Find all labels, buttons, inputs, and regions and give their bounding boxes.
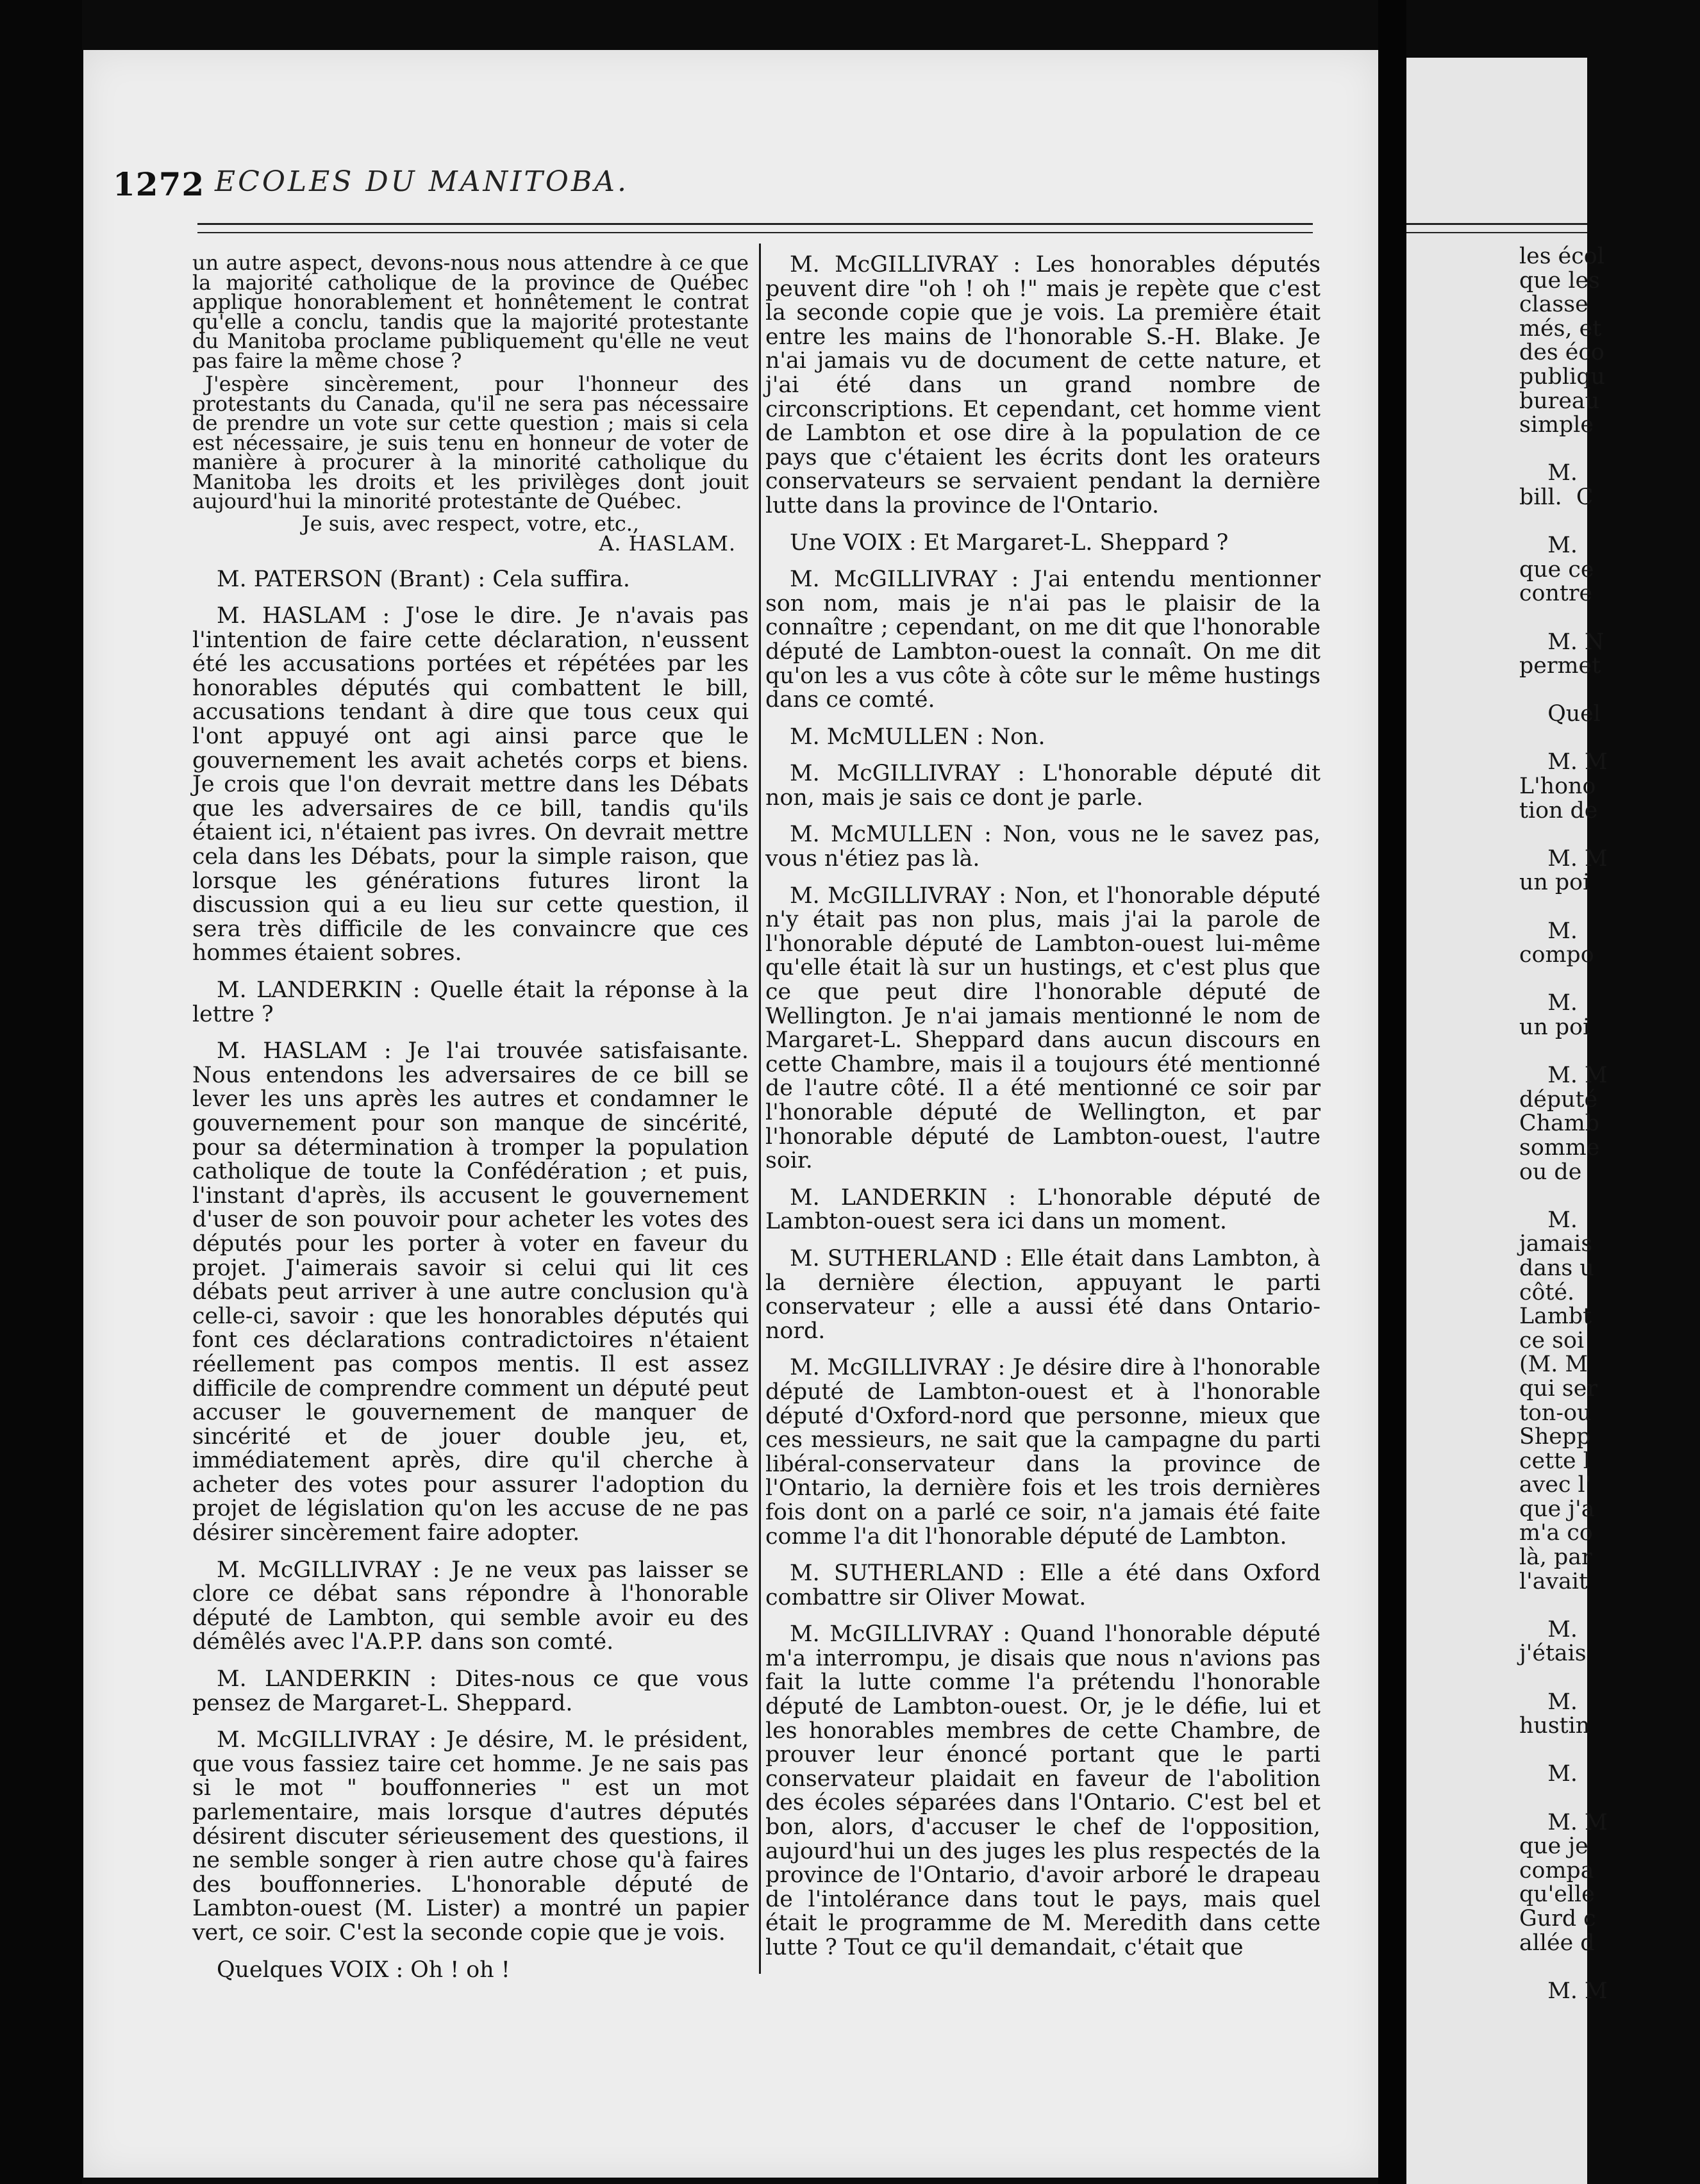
running-title: ECOLES DU MANITOBA.: [215, 165, 629, 198]
paragraph: Une VOIX : Et Margaret-L. Sheppard ?: [790, 529, 1229, 556]
right-column: [765, 253, 1321, 1973]
paragraph: Quelques VOIX : Oh ! oh !: [217, 1956, 510, 1983]
paragraph: M. SUTHERLAND : Elle était dans Lambton, à la dernière élection, appuyant le parti conservateur ; elle a aussi été dans Ontario-nord.: [765, 1245, 1321, 1344]
paragraph: un autre aspect, devons-nous nous attendre à ce que la majorité catholique de la province de Québec applique honorablement et honnêtement le contrat qu'elle a conclu, tandis que la majorité protestante du Manitoba proclame publiquement qu'elle ne veut pas faire la même chose ?: [192, 251, 749, 373]
paragraph: M. McGILLIVRAY : Quand l'honorable député m'a interrompu, je disais que nous n'avions pas fait la lutte comme l'a prétendu l'honorable député de Lambton-ouest. Or, je le défie, lui et les honorables membres de cette Chambre, de prouver leur énoncé portant que le parti conservateur plaidait en faveur de l'abolition des écoles séparées dans l'Ontario. C'est bel et bon, alors, d'accuser le chef de l'opposition, aujourd'hui un des juges les plus respectés de la province de l'Ontario, d'avoir arboré le drapeau de l'intolérance dans tout le pays, mais quel était le programme de M. Meredith dans cette lutte ? Tout ce qu'il demandait, c'était que: [765, 1621, 1321, 1960]
header-rule: [197, 223, 1313, 225]
facing-header-rule-thin: [1406, 232, 1587, 233]
facing-page: [1406, 58, 1608, 2184]
paragraph: M. McGILLIVRAY : Je désire, M. le président, que vous fassiez taire cet homme. Je ne sais pas si le mot " bouffonneries " est un mot parlementaire, mais lorsque d'autres députés désirent discuter sérieusement des questions, il ne semble songer à rien autre chose qu'à faires des bouffonneries. L'honorable député de Lambton-ouest (M. Lister) a montré un papier vert, ce soir. C'est la seconde copie que je vois.: [192, 1727, 749, 1946]
paragraph: M. HASLAM : J'ose le dire. Je n'avais pas l'intention de faire cette déclaration, n'eussent été les accusations portées et répétées par les honorables députés qui combattent le bill, accusations tendant à dire que tous ceux qui l'ont appuyé ont agi ainsi parce que le gouvernement les avait achetés corps et biens. Je crois que l'on devrait mettre dans les Débats que les adversaires de ce bill, tandis qu'ils étaient ici, n'étaient pas ivres. On devrait mettre cela dans les Débats, pour la simple raison, que lorsque les générations futures liront la discussion qui a eu lieu sur cette question, il sera très difficile de les convaincre que ces hommes étaient sobres.: [192, 603, 749, 966]
facing-header-rule: [1406, 223, 1587, 225]
paragraph: M. LANDERKIN : Dites-nous ce que vous pensez de Margaret-L. Sheppard.: [192, 1666, 749, 1716]
page-number: 1272: [113, 165, 205, 203]
left-column: [192, 253, 749, 1995]
paragraph: M. LANDERKIN : L'honorable député de Lambton-ouest sera ici dans un moment.: [765, 1184, 1321, 1235]
book-spine-gutter: [1378, 0, 1406, 2184]
paragraph: M. McGILLIVRAY : Je désire dire à l'honorable député de Lambton-ouest et à l'honorable député d'Oxford-nord que personne, mieux que ces messieurs, ne sait que la campagne du parti libéral-conservateur dans la province de l'Ontario, la dernière fois et les trois dernières fois dont on a parlé ce soir, n'a jamais été faite comme l'a dit l'honorable député de Lambton.: [765, 1355, 1321, 1550]
letter-signature: A. HASLAM.: [599, 531, 736, 556]
column-divider: [759, 244, 761, 1974]
paragraph: M. McGILLIVRAY : Je ne veux pas laisser se clore ce débat sans répondre à l'honorable député de Lambton, qui semble avoir eu des démêlés avec l'A.P.P. dans son comté.: [192, 1557, 749, 1655]
paragraph: M. McGILLIVRAY : Les honorables députés peuvent dire "oh ! oh !" mais je repète que c'est la seconde copie que je vois. La première était entre les mains de l'honorable S.-H. Blake. Je n'ai jamais vu de document de cette nature, et j'ai été dans un grand nombre de circonscriptions. Et cependant, cet homme vient de Lambton et ose dire à la population de ce pays que c'étaient les écrits dont les orateurs conservateurs se servaient pendant la dernière lutte dans la province de l'Ontario.: [765, 252, 1321, 518]
paragraph: M. McGILLIVRAY : L'honorable député dit non, mais je sais ce dont je parle.: [765, 761, 1321, 811]
paragraph: M. SUTHERLAND : Elle a été dans Oxford combattre sir Oliver Mowat.: [765, 1560, 1321, 1610]
paragraph: M. McGILLIVRAY : J'ai entendu mentionner son nom, mais je n'ai pas le plaisir de la connaître ; cependant, on me dit que l'honorable député de Lambton-ouest la connaît. On me dit qu'on les a vus côte à côte sur le même hustings dans ce comté.: [765, 567, 1321, 713]
paragraph: M. LANDERKIN : Quelle était la réponse à la lettre ?: [192, 977, 749, 1027]
paragraph: M. McGILLIVRAY : Non, et l'honorable député n'y était pas non plus, mais j'ai la parole de l'honorable député de Lambton-ouest lui-même qu'elle était là sur un hustings, et c'est plus que ce que peut dire l'honorable député de Wellington. Je n'ai jamais mentionné le nom de Margaret-L. Sheppard dans aucun discours en cette Chambre, mais il a toujours été mentionné de l'autre côté. Il a été mentionné ce soir par l'honorable député de Wellington, et par l'honorable député de Lambton-ouest, l'autre soir.: [765, 882, 1321, 1174]
scan-border-left: [0, 0, 82, 2184]
paragraph: M. PATERSON (Brant) : Cela suffira.: [217, 566, 630, 592]
letter-closing: Je suis, avec respect, votre, etc.,: [301, 511, 640, 536]
header-rule-thin: [197, 232, 1313, 233]
paragraph: J'espère sincèrement, pour l'honneur des protestants du Canada, qu'il ne sera pas nécessaire de prendre un vote sur cette question ; mais si cela est nécessaire, je suis tenu en honneur de voter de manière à procurer à la minorité catholique du Manitoba les droits et les privilèges dont jouit aujourd'hui la minorité protestante de Québec.: [192, 372, 749, 513]
paragraph: M. McMULLEN : Non, vous ne le savez pas, vous n'étiez pas là.: [765, 822, 1321, 872]
paragraph: M. HASLAM : Je l'ai trouvée satisfaisante. Nous entendons les adversaires de ce bill se lever les uns après les autres et condamner le gouvernement pour son manque de sincérité, pour sa détermination à tromper la population catholique de toute la Confédération ; et puis, l'instant d'après, ils accusent le gouvernement d'user de son pouvoir pour acheter les votes des députés pour les porter à voter en faveur du projet. J'aimerais savoir si celui qui lit ces débats peut arriver à une autre conclusion qu'à celle-ci, savoir : que les honorables députés qui font ces déclarations contradictoires n'étaient réellement pas compos mentis. Il est assez difficile de comprendre comment un député peut accuser le gouvernement de manquer de sincérité et de jouer double jeu, et, immédiatement après, dire qu'il cherche à acheter des votes pour assurer l'adoption du projet de législation qu'on les accuse de ne pas désirer sincèrement faire adopter.: [192, 1038, 749, 1546]
paragraph: M. McMULLEN : Non.: [790, 724, 1046, 750]
facing-page-text: les écol que les classe més, et des éco publiqu bureau simple M. bill. C M. que ce contre M. N permet Quel M. M L'hono tion de M. M un poi M. compo M. un poi M. M député Chamb somme ou de M. jamais dans u côté. Lambt ce soi (M. M qui ser ton-ou Shepp cette l avec l' que j'a m'a co là, par l'avait M. j'étais M. hustin M. M. M que je compa qu'elle Gurd c allée d M. M: [1519, 244, 1608, 2004]
